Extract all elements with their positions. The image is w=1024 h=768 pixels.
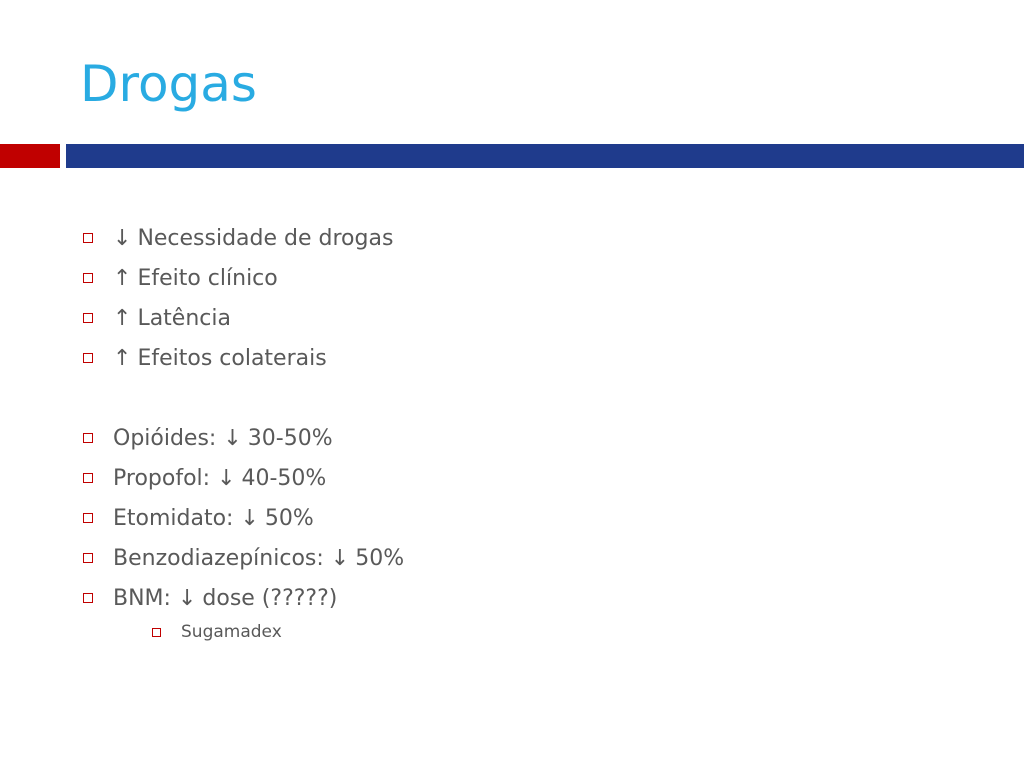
arrow-down-icon: ↓ <box>223 425 242 451</box>
hollow-square-icon <box>83 513 93 523</box>
bullet-value: 30-50% <box>247 425 333 451</box>
bullet-label: BNM: <box>113 585 171 611</box>
bullet-item-efeitos-colaterais <box>80 338 327 378</box>
bullet-label: Opióides: <box>113 425 217 451</box>
hollow-square-icon <box>83 433 93 443</box>
bullet-text: Necessidade de drogas <box>137 225 394 251</box>
arrow-down-icon: ↓ <box>330 545 350 571</box>
bullet-value: dose (?????) <box>202 585 338 611</box>
arrow-up-icon: ↑ <box>113 305 132 331</box>
arrow-down-icon: ↓ <box>177 585 197 611</box>
bullet-label: Propofol: <box>113 465 211 491</box>
bullet-value: 50% <box>264 505 314 531</box>
bullet-text: Efeitos colaterais <box>137 345 327 371</box>
arrow-up-icon: ↑ <box>113 345 132 371</box>
bullet-value: 50% <box>355 545 405 571</box>
hollow-square-icon <box>83 313 93 323</box>
arrow-down-icon: ↓ <box>113 225 132 251</box>
bullet-item-propofol <box>80 458 326 498</box>
slide-title: Drogas <box>80 55 257 113</box>
sub-bullet-text: Sugamadex <box>181 622 282 642</box>
arrow-down-icon: ↓ <box>217 465 236 491</box>
bullet-item-bnm <box>80 578 337 618</box>
bullet-text: Efeito clínico <box>137 265 278 291</box>
hollow-square-icon <box>83 593 93 603</box>
bullet-text: Latência <box>137 305 231 331</box>
bullet-label: Etomidato: <box>113 505 234 531</box>
arrow-up-icon: ↑ <box>113 265 132 291</box>
hollow-square-icon <box>83 233 93 243</box>
hollow-square-icon <box>152 628 161 637</box>
hollow-square-icon <box>83 273 93 283</box>
bullet-value: 40-50% <box>241 465 327 491</box>
bullet-item-etomidato <box>80 498 314 538</box>
hollow-square-icon <box>83 473 93 483</box>
bullet-label: Benzodiazepínicos: <box>113 545 324 571</box>
bullet-item-efeito-clinico <box>80 258 278 298</box>
arrow-down-icon: ↓ <box>240 505 259 531</box>
bullet-item-necessidade <box>80 218 393 258</box>
bullet-item-opioides <box>80 418 333 458</box>
bullet-item-latencia <box>80 298 231 338</box>
hollow-square-icon <box>83 553 93 563</box>
bullet-item-benzodiazepinicos <box>80 538 404 578</box>
sub-bullet-item-sugamadex <box>152 618 282 646</box>
hollow-square-icon <box>83 353 93 363</box>
